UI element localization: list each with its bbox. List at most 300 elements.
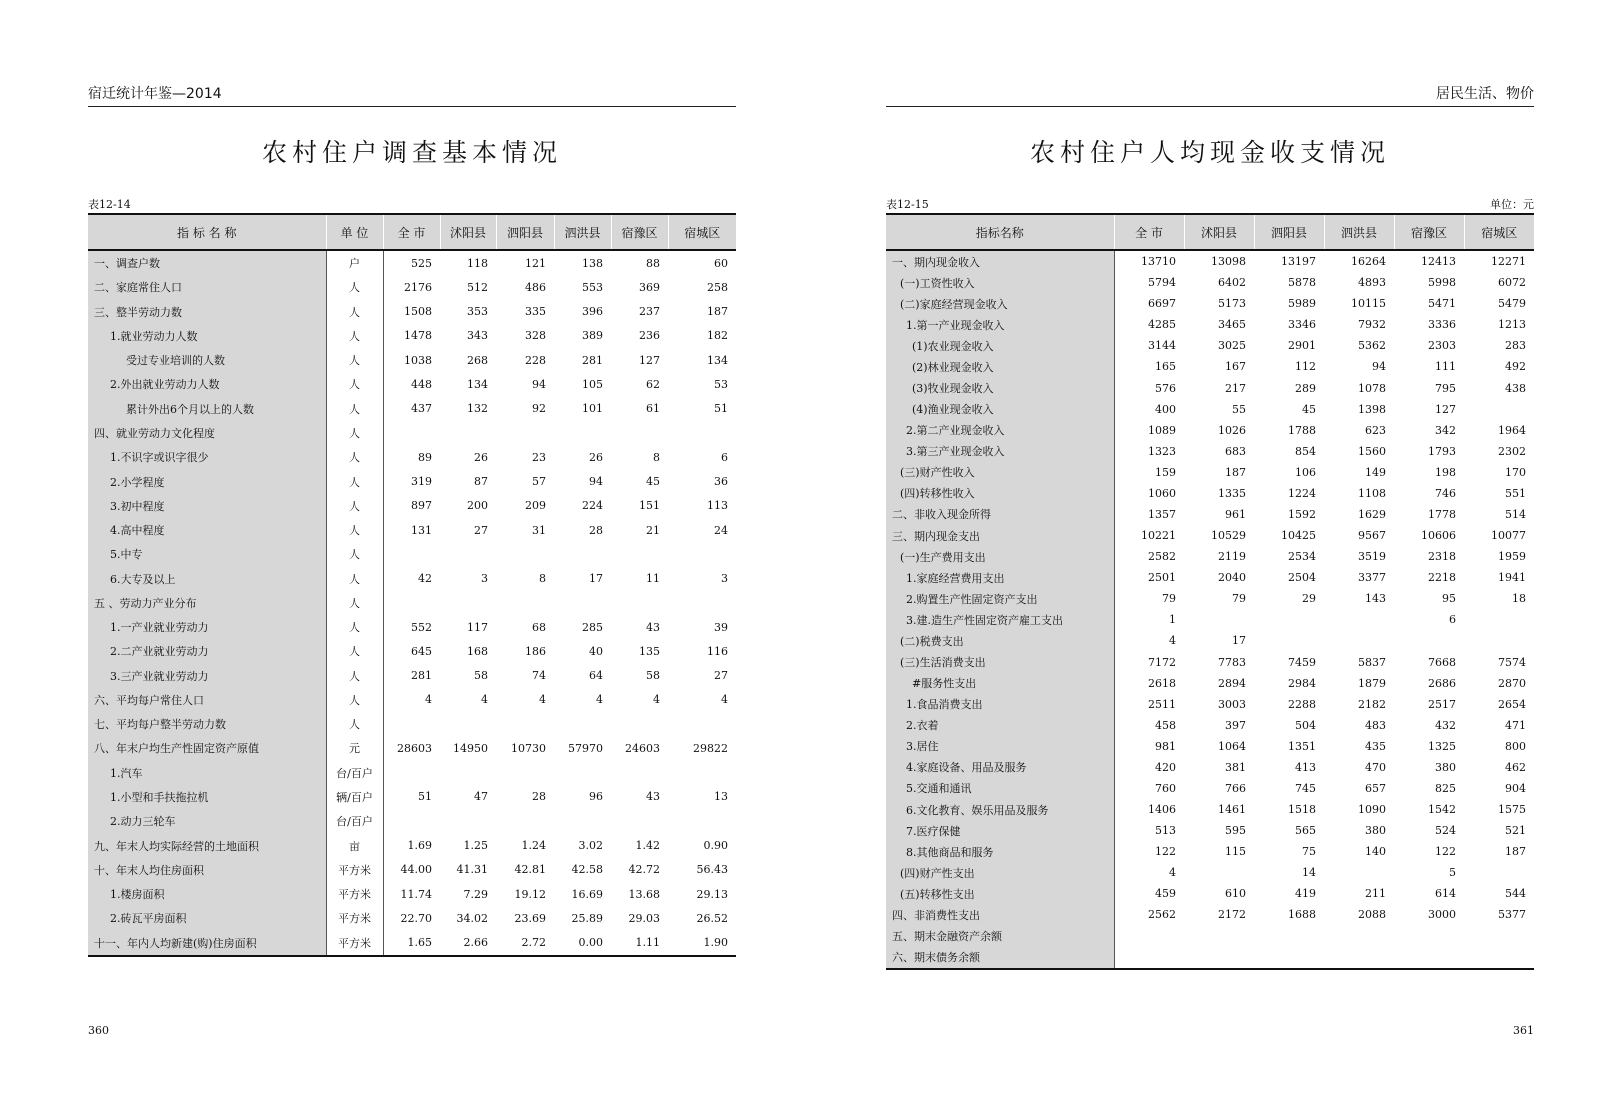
value-cell: 328	[525, 329, 546, 343]
value-cell: 121	[525, 256, 546, 270]
value-cell	[496, 591, 554, 615]
value-cell: 420	[1155, 760, 1176, 774]
value-cell: 1879	[1358, 676, 1386, 690]
table-title: 农村住户调查基本情况	[261, 138, 562, 167]
value-cell: 1629	[1358, 507, 1386, 521]
value-cell: 645	[411, 644, 432, 658]
row-label: 2.购置生产性固定资产支出	[886, 588, 1114, 609]
value-cell: 112	[1295, 360, 1316, 374]
value-cell: 2119	[1218, 550, 1246, 564]
value-cell: 353	[467, 305, 488, 319]
value-cell: 211	[1365, 887, 1386, 901]
table-number: 表12-15	[886, 198, 929, 211]
value-cell: 1406	[1148, 803, 1176, 817]
value-cell: 904	[1505, 781, 1526, 795]
value-cell: 13.68	[628, 887, 660, 901]
unit-cell: 台/百户	[326, 809, 383, 833]
value-cell: 470	[1365, 760, 1386, 774]
table-row	[88, 833, 736, 857]
unit-cell: 台/百户	[326, 761, 383, 785]
value-cell: 168	[467, 644, 488, 658]
value-cell: 122	[1435, 845, 1456, 859]
column-header: 沭阳县	[1184, 214, 1254, 250]
value-cell: 335	[525, 305, 546, 319]
row-label: 4.家庭设备、用品及服务	[886, 757, 1114, 778]
value-cell: 21	[646, 523, 660, 537]
value-cell: 92	[532, 402, 546, 416]
value-cell: 10077	[1491, 529, 1526, 543]
value-cell: 5	[1449, 866, 1456, 880]
value-cell: 1090	[1358, 803, 1386, 817]
value-cell: 2870	[1498, 676, 1526, 690]
column-header: 宿豫区	[611, 214, 668, 250]
value-cell	[554, 591, 611, 615]
value-cell: 5471	[1428, 297, 1456, 311]
table-row	[886, 546, 1534, 567]
column-header: 泗阳县	[496, 214, 554, 250]
row-label: 2.小学程度	[88, 469, 326, 493]
running-head: 居民生活、物价	[886, 82, 1534, 107]
value-cell	[611, 542, 668, 566]
value-cell: 514	[1505, 507, 1526, 521]
value-cell: 2984	[1288, 676, 1316, 690]
value-cell	[383, 712, 440, 736]
unit-cell: 人	[326, 566, 383, 590]
value-cell	[440, 591, 496, 615]
value-cell: 143	[1365, 592, 1386, 606]
value-cell: 795	[1435, 381, 1456, 395]
row-label: 四、就业劳动力文化程度	[88, 421, 326, 445]
row-label: 1.一产业就业劳动力	[88, 615, 326, 639]
value-cell: 2582	[1148, 550, 1176, 564]
value-cell: 6072	[1498, 276, 1526, 290]
column-header: 泗洪县	[1324, 214, 1394, 250]
value-cell: 53	[714, 377, 728, 391]
unit-cell: 平方米	[326, 858, 383, 882]
value-cell: 68	[532, 620, 546, 634]
value-cell: 5794	[1148, 276, 1176, 290]
column-header: 泗阳县	[1254, 214, 1324, 250]
value-cell: 131	[411, 523, 432, 537]
unit-cell: 平方米	[326, 906, 383, 930]
row-label: #服务性支出	[886, 673, 1114, 694]
value-cell: 36	[714, 475, 728, 489]
value-cell: 1542	[1428, 803, 1456, 817]
column-header: 指 标 名 称	[88, 214, 326, 250]
value-cell: 283	[1505, 339, 1526, 353]
value-cell: 200	[467, 499, 488, 513]
value-cell	[1184, 609, 1254, 630]
value-cell: 8	[653, 450, 660, 464]
value-cell: 1793	[1428, 444, 1456, 458]
value-cell: 10115	[1351, 297, 1386, 311]
row-label: (一)工资性收入	[886, 272, 1114, 293]
row-label: 五 、劳动力产业分布	[88, 591, 326, 615]
value-cell	[383, 761, 440, 785]
value-cell: 1778	[1428, 507, 1456, 521]
column-header: 宿豫区	[1394, 214, 1464, 250]
unit-label: 单位：元	[1490, 198, 1534, 211]
value-cell: 42.58	[571, 863, 603, 877]
value-cell: 75	[1302, 845, 1316, 859]
row-label: 1.家庭经营费用支出	[886, 567, 1114, 588]
value-cell: 186	[525, 644, 546, 658]
value-cell: 10606	[1421, 529, 1456, 543]
value-cell: 25.89	[571, 911, 603, 925]
value-cell: 760	[1155, 781, 1176, 795]
column-header: 宿城区	[1464, 214, 1534, 250]
value-cell: 2686	[1428, 676, 1456, 690]
value-cell: 2218	[1428, 571, 1456, 585]
value-cell	[383, 421, 440, 445]
value-cell: 187	[1225, 465, 1246, 479]
value-cell	[496, 712, 554, 736]
value-cell: 1964	[1498, 423, 1526, 437]
column-header: 沭阳县	[440, 214, 496, 250]
value-cell: 122	[1155, 845, 1176, 859]
value-cell: 432	[1435, 718, 1456, 732]
row-label: 二、非收入现金所得	[886, 504, 1114, 525]
value-cell	[496, 761, 554, 785]
value-cell: 614	[1435, 887, 1456, 901]
value-cell: 486	[525, 280, 546, 294]
row-label: 6.大专及以上	[88, 566, 326, 590]
value-cell: 285	[582, 620, 603, 634]
value-cell: 26	[474, 450, 488, 464]
column-header: 单 位	[326, 214, 383, 250]
value-cell: 57	[532, 475, 546, 489]
value-cell	[554, 761, 611, 785]
unit-cell: 人	[326, 300, 383, 324]
value-cell: 1.65	[383, 930, 440, 955]
value-cell: 2517	[1428, 697, 1456, 711]
value-cell: 198	[1435, 465, 1456, 479]
unit-cell: 人	[326, 688, 383, 712]
value-cell: 380	[1365, 824, 1386, 838]
row-label: (二)家庭经营现金收入	[886, 293, 1114, 314]
value-cell: 5173	[1218, 297, 1246, 311]
value-cell	[554, 421, 611, 445]
value-cell: 138	[582, 256, 603, 270]
value-cell: 438	[1505, 381, 1526, 395]
value-cell: 10221	[1141, 529, 1176, 543]
row-label: 2.外出就业劳动力人数	[88, 372, 326, 396]
value-cell	[611, 591, 668, 615]
value-cell: 106	[1295, 465, 1316, 479]
value-cell	[668, 542, 736, 566]
value-cell	[383, 809, 440, 833]
value-cell: 40	[589, 644, 603, 658]
table-row	[886, 820, 1534, 841]
value-cell: 1478	[404, 329, 432, 343]
row-label: 5.交通和通讯	[886, 778, 1114, 799]
table-row	[886, 377, 1534, 398]
row-label: 5.中专	[88, 542, 326, 566]
table-row	[88, 348, 736, 372]
value-cell: 1038	[404, 353, 432, 367]
value-cell: 60	[714, 256, 728, 270]
value-cell: 28603	[397, 741, 432, 755]
running-head: 宿迁统计年鉴—2014	[88, 82, 736, 107]
table-row	[88, 566, 736, 590]
value-cell: 897	[411, 499, 432, 513]
value-cell: 28	[532, 790, 546, 804]
table-row	[886, 567, 1534, 588]
table-row	[886, 356, 1534, 377]
value-cell: 281	[582, 353, 603, 367]
value-cell: 2288	[1288, 697, 1316, 711]
row-label: 一、调查户数	[88, 250, 326, 275]
value-cell: 10425	[1281, 529, 1316, 543]
row-label: 五、期末金融资产余额	[886, 926, 1114, 947]
value-cell: 1078	[1358, 381, 1386, 395]
table-row	[886, 694, 1534, 715]
value-cell: 43	[646, 620, 660, 634]
value-cell: 437	[411, 402, 432, 416]
value-cell: 1.25	[463, 839, 488, 852]
value-cell: 1224	[1288, 486, 1316, 500]
table-row	[88, 688, 736, 712]
value-cell: 57970	[568, 741, 603, 755]
value-cell: 1788	[1288, 423, 1316, 437]
value-cell: 94	[589, 475, 603, 489]
value-cell: 224	[582, 499, 603, 513]
value-cell: 45	[1302, 402, 1316, 416]
value-cell: 381	[1225, 760, 1246, 774]
row-label: 1.食品消费支出	[886, 694, 1114, 715]
table-row	[88, 785, 736, 809]
value-cell: 551	[1505, 486, 1526, 500]
value-cell: 2654	[1498, 697, 1526, 711]
value-cell: 745	[1295, 781, 1316, 795]
value-cell: 24	[714, 523, 728, 537]
value-cell: 524	[1435, 824, 1456, 838]
value-cell: 4	[539, 693, 546, 707]
value-cell	[1324, 947, 1394, 969]
value-cell: 23.69	[514, 911, 546, 925]
unit-cell: 人	[326, 712, 383, 736]
value-cell: 13098	[1211, 255, 1246, 269]
table-row	[886, 736, 1534, 757]
value-cell	[383, 542, 440, 566]
unit-cell: 人	[326, 494, 383, 518]
value-cell: 42	[418, 572, 432, 586]
value-cell: 79	[1232, 592, 1246, 606]
row-label: 2.衣着	[886, 715, 1114, 736]
value-cell: 187	[707, 305, 728, 319]
rural-cash-income-expenditure-table	[886, 213, 1534, 970]
value-cell	[1464, 862, 1534, 883]
row-label: 2.二产业就业劳动力	[88, 639, 326, 663]
value-cell: 1959	[1498, 550, 1526, 564]
unit-cell: 平方米	[326, 930, 383, 955]
value-cell	[440, 421, 496, 445]
value-cell	[1464, 926, 1534, 947]
value-cell: 400	[1155, 402, 1176, 416]
value-cell: 2562	[1148, 908, 1176, 922]
value-cell: 228	[525, 353, 546, 367]
value-cell: 981	[1155, 739, 1176, 753]
value-cell: 10730	[511, 741, 546, 755]
row-label: 十一、年内人均新建(购)住房面积	[88, 930, 326, 955]
row-label: 三、期内现金支出	[886, 525, 1114, 546]
value-cell: 4893	[1358, 276, 1386, 290]
value-cell: 553	[582, 280, 603, 294]
row-label: 7.医疗保健	[886, 820, 1114, 841]
value-cell: 513	[1155, 824, 1176, 838]
value-cell: 24603	[625, 741, 660, 755]
table-row	[88, 469, 736, 493]
value-cell: 258	[707, 280, 728, 294]
table-row	[886, 715, 1534, 736]
table-row	[88, 397, 736, 421]
table-row	[886, 420, 1534, 441]
value-cell: 23	[532, 450, 546, 464]
value-cell: 4	[1169, 634, 1176, 648]
value-cell: 2.72	[496, 930, 554, 955]
value-cell	[1254, 630, 1324, 651]
row-label: 2.第二产业现金收入	[886, 420, 1114, 441]
value-cell	[1184, 947, 1254, 969]
table-row	[88, 275, 736, 299]
table-row	[886, 883, 1534, 904]
value-cell: 342	[1435, 423, 1456, 437]
value-cell: 389	[582, 329, 603, 343]
value-cell: 746	[1435, 486, 1456, 500]
table-row	[88, 930, 736, 955]
value-cell: 610	[1225, 887, 1246, 901]
value-cell: 1461	[1218, 803, 1246, 817]
value-cell: 1.90	[668, 930, 736, 955]
row-label: 8.其他商品和服务	[886, 841, 1114, 862]
value-cell: 2172	[1218, 908, 1246, 922]
row-label: 3.第三产业现金收入	[886, 441, 1114, 462]
table-row	[886, 441, 1534, 462]
row-label: 1.汽车	[88, 761, 326, 785]
table-row	[88, 639, 736, 663]
value-cell: 1325	[1428, 739, 1456, 753]
value-cell: 88	[646, 256, 660, 270]
value-cell: 16264	[1351, 255, 1386, 269]
value-cell: 79	[1162, 592, 1176, 606]
table-number: 表12-14	[88, 198, 131, 211]
value-cell: 31	[532, 523, 546, 537]
value-cell: 11	[646, 572, 660, 586]
value-cell: 3144	[1148, 339, 1176, 353]
value-cell	[1114, 926, 1184, 947]
value-cell: 435	[1365, 739, 1386, 753]
value-cell: 2511	[1148, 697, 1176, 711]
value-cell: 55	[1232, 402, 1246, 416]
value-cell: 961	[1225, 507, 1246, 521]
value-cell: 42.72	[628, 863, 660, 877]
page-number: 360	[88, 1024, 109, 1037]
value-cell: 16.69	[571, 887, 603, 901]
value-cell: 58	[474, 669, 488, 683]
row-label: (二)税费支出	[886, 630, 1114, 651]
value-cell: 462	[1505, 760, 1526, 774]
table-row	[886, 862, 1534, 883]
value-cell: 0.90	[703, 839, 728, 852]
column-header: 全 市	[1114, 214, 1184, 250]
row-label: 2.砖瓦平房面积	[88, 906, 326, 930]
value-cell: 17	[589, 572, 603, 586]
value-cell: 237	[639, 305, 660, 319]
value-cell: 5362	[1358, 339, 1386, 353]
table-row	[886, 651, 1534, 672]
value-cell: 1398	[1358, 402, 1386, 416]
value-cell: 419	[1295, 887, 1316, 901]
table-row	[886, 926, 1534, 947]
row-label: 1.就业劳动力人数	[88, 324, 326, 348]
value-cell: 44.00	[400, 863, 432, 877]
value-cell: 3465	[1218, 318, 1246, 332]
value-cell: 343	[467, 329, 488, 343]
row-label: 二、家庭常住人口	[88, 275, 326, 299]
value-cell: 2534	[1288, 550, 1316, 564]
value-cell: 134	[467, 377, 488, 391]
value-cell: 165	[1155, 360, 1176, 374]
value-cell: 471	[1505, 718, 1526, 732]
value-cell: 13	[714, 790, 728, 804]
table-row	[886, 757, 1534, 778]
value-cell: 1357	[1148, 507, 1176, 521]
value-cell: 29822	[693, 741, 728, 755]
value-cell: 236	[639, 329, 660, 343]
value-cell: 2318	[1428, 550, 1456, 564]
table-row	[886, 799, 1534, 820]
value-cell: 0.00	[554, 930, 611, 955]
value-cell: 2.66	[440, 930, 496, 955]
value-cell: 58	[646, 669, 660, 683]
value-cell: 14	[1302, 866, 1316, 880]
value-cell: 22.70	[400, 911, 432, 925]
row-label: 九、年末人均实际经营的土地面积	[88, 833, 326, 857]
value-cell: 3519	[1358, 550, 1386, 564]
row-label: (一)生产费用支出	[886, 546, 1114, 567]
value-cell: 3	[481, 572, 488, 586]
value-cell	[611, 712, 668, 736]
value-cell: 1335	[1218, 486, 1246, 500]
value-cell: 3377	[1358, 571, 1386, 585]
table-row	[886, 272, 1534, 293]
value-cell	[1464, 947, 1534, 969]
value-cell: 43	[646, 790, 660, 804]
value-cell: 281	[411, 669, 432, 683]
value-cell: 1064	[1218, 739, 1246, 753]
value-cell	[668, 761, 736, 785]
value-cell	[383, 591, 440, 615]
row-label: 六、期末债务余额	[886, 947, 1114, 969]
table-row	[88, 250, 736, 275]
value-cell: 134	[707, 353, 728, 367]
value-cell: 396	[582, 305, 603, 319]
table-row	[88, 324, 736, 348]
value-cell: 209	[525, 499, 546, 513]
unit-cell: 人	[326, 275, 383, 299]
value-cell: 1323	[1148, 444, 1176, 458]
unit-cell: 人	[326, 324, 383, 348]
value-cell: 39	[714, 620, 728, 634]
value-cell: 62	[646, 377, 660, 391]
value-cell: 552	[411, 620, 432, 634]
value-cell: 7783	[1218, 655, 1246, 669]
value-cell: 413	[1295, 760, 1316, 774]
row-label: 3.居住	[886, 736, 1114, 757]
value-cell: 369	[639, 280, 660, 294]
value-cell: 61	[646, 402, 660, 416]
value-cell: 800	[1505, 739, 1526, 753]
